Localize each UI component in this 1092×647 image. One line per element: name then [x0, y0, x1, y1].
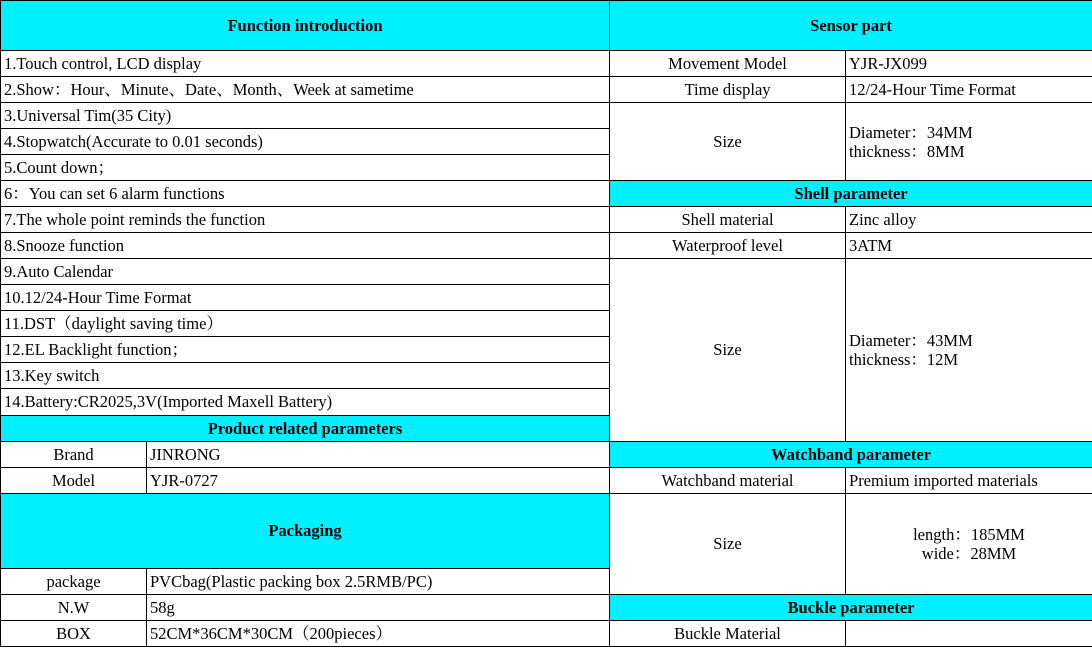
sensor-size-label: Size [610, 103, 846, 181]
buckle-parameter-header: Buckle parameter [610, 594, 1092, 620]
watchband-material-label: Watchband material [610, 467, 846, 493]
box-label: BOX [1, 620, 147, 646]
sensor-size-thickness: thickness：8MM [849, 141, 965, 161]
function-item-8: 8.Snooze function [1, 233, 610, 259]
watchband-size-length: length：185MM [913, 524, 1025, 544]
watchband-size-wide: wide：28MM [921, 543, 1017, 563]
brand-value: JINRONG [147, 441, 610, 467]
watchband-material-value: Premium imported materials [846, 467, 1092, 493]
nw-label: N.W [1, 594, 147, 620]
function-item-3: 3.Universal Tim(35 City) [1, 103, 610, 129]
function-item-1: 1.Touch control, LCD display [1, 51, 610, 77]
box-value: 52CM*36CM*30CM（200pieces） [147, 620, 610, 646]
brand-label: Brand [1, 441, 147, 467]
shell-parameter-header: Shell parameter [610, 181, 1092, 207]
product-parameters-header: Product related parameters [1, 415, 610, 441]
waterproof-value: 3ATM [846, 233, 1092, 259]
function-item-11: 11.DST（daylight saving time） [1, 311, 610, 337]
function-item-2: 2.Show：Hour、Minute、Date、Month、Week at sametime [1, 77, 610, 103]
time-display-value: 12/24-Hour Time Format [846, 77, 1092, 103]
sensor-part-header: Sensor part [610, 1, 1092, 51]
movement-model-label: Movement Model [610, 51, 846, 77]
shell-size-label: Size [610, 259, 846, 441]
model-label: Model [1, 467, 147, 493]
watchband-size-value [846, 493, 1092, 594]
sensor-size-value [846, 103, 1092, 181]
shell-size-diameter: Diameter：43MM [849, 330, 973, 350]
function-item-6: 6：You can set 6 alarm functions [1, 181, 610, 207]
buckle-material-label: Buckle Material [610, 620, 846, 646]
shell-material-label: Shell material [610, 207, 846, 233]
function-item-14: 14.Battery:CR2025,3V(Imported Maxell Battery) [1, 389, 610, 415]
package-value: PVCbag(Plastic packing box 2.5RMB/PC) [147, 568, 610, 594]
shell-material-value: Zinc alloy [846, 207, 1092, 233]
function-item-4: 4.Stopwatch(Accurate to 0.01 seconds) [1, 129, 610, 155]
function-item-9: 9.Auto Calendar [1, 259, 610, 285]
movement-model-value: YJR-JX099 [846, 51, 1092, 77]
waterproof-label: Waterproof level [610, 233, 846, 259]
function-item-10: 10.12/24-Hour Time Format [1, 285, 610, 311]
time-display-label: Time display [610, 77, 846, 103]
shell-size-value [846, 259, 1092, 441]
sensor-size-diameter: Diameter：34MM [849, 122, 973, 142]
function-item-7: 7.The whole point reminds the function [1, 207, 610, 233]
watchband-parameter-header: Watchband parameter [610, 441, 1092, 467]
buckle-material-value [846, 620, 1092, 646]
package-label: package [1, 568, 147, 594]
nw-value: 58g [147, 594, 610, 620]
model-value: YJR-0727 [147, 467, 610, 493]
function-introduction-header: Function introduction [1, 1, 610, 51]
packaging-header: Packaging [1, 493, 610, 568]
shell-size-thickness: thickness：12M [849, 349, 959, 369]
function-item-5: 5.Count down； [1, 155, 610, 181]
watchband-size-label: Size [610, 493, 846, 594]
function-item-12: 12.EL Backlight function； [1, 337, 610, 363]
function-item-13: 13.Key switch [1, 363, 610, 389]
